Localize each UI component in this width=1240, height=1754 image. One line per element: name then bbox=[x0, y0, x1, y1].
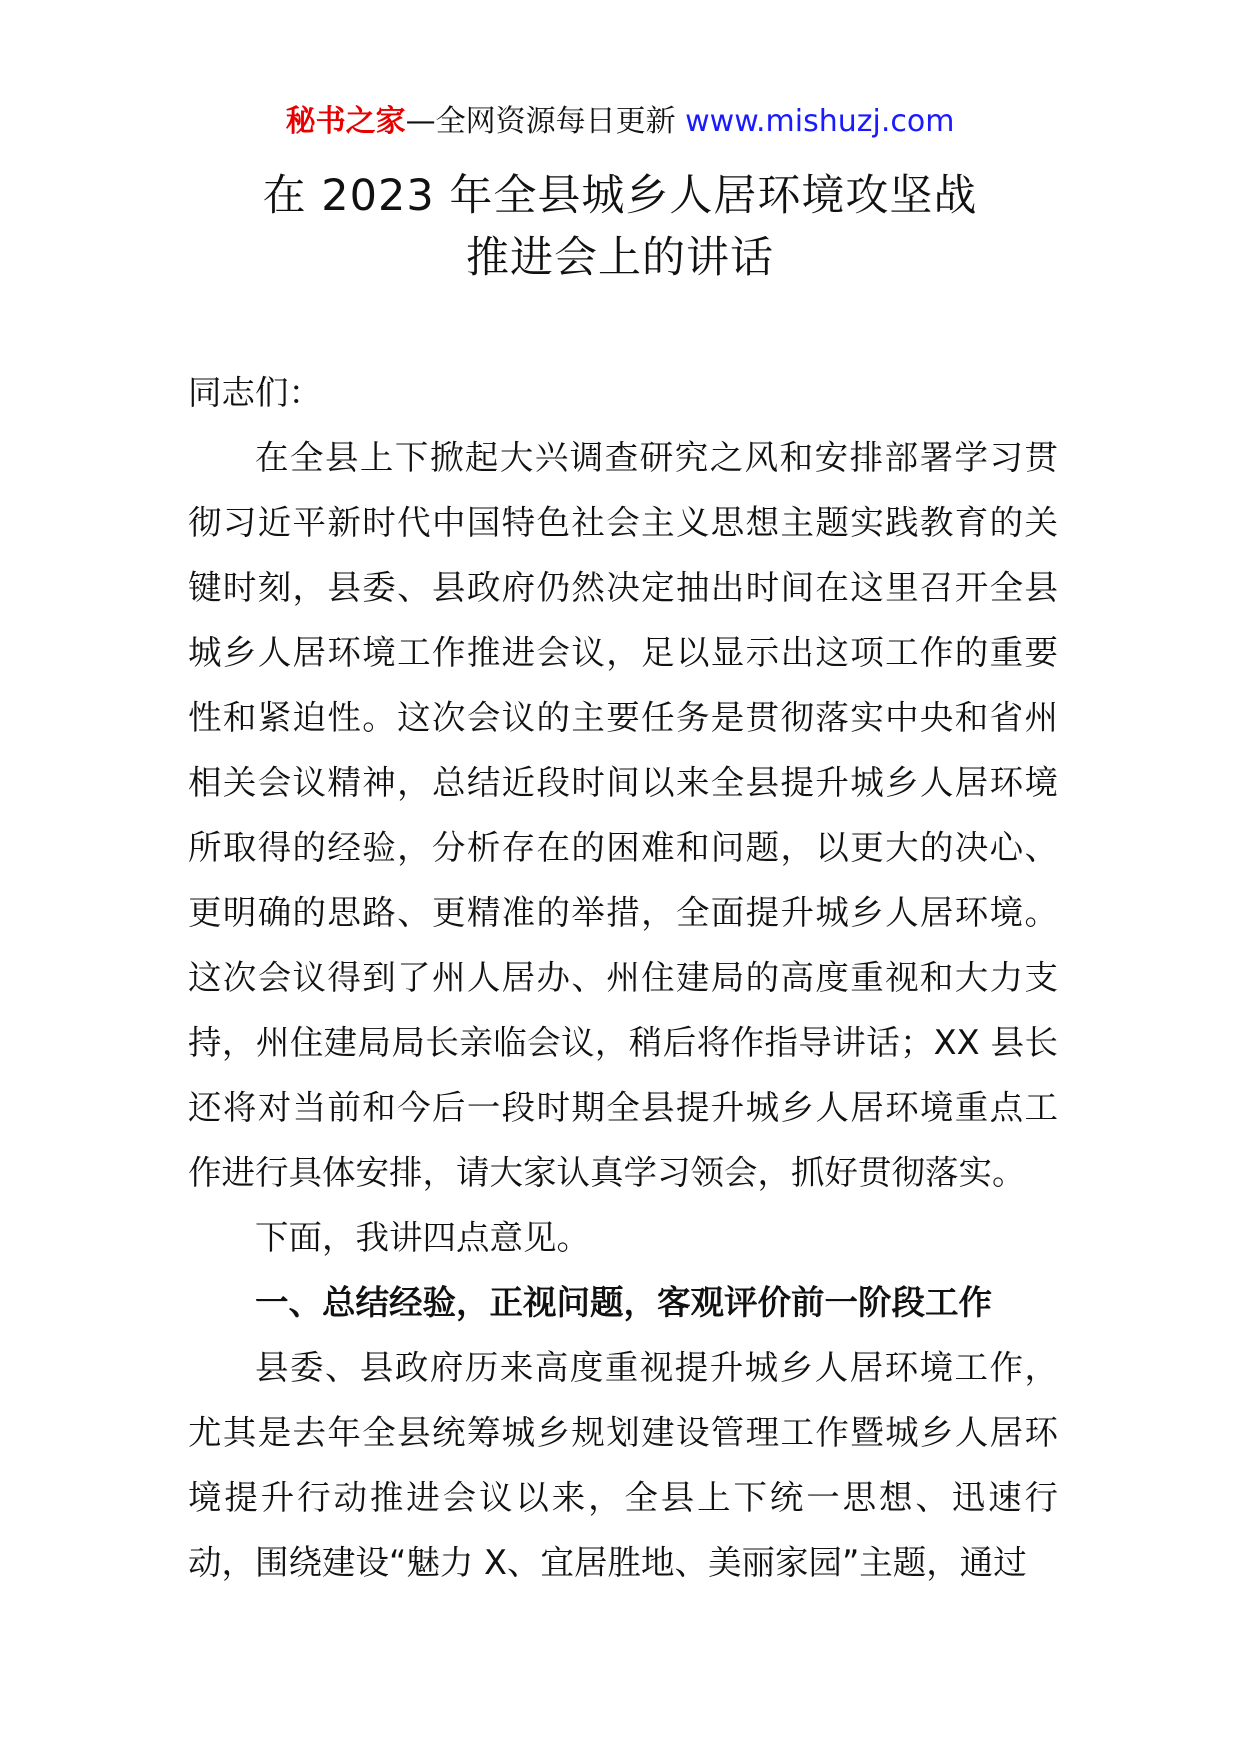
document-title-line1: 在 2023 年全县城乡人居环境攻坚战 bbox=[262, 171, 978, 221]
header-tagline: —全网资源每日更新 bbox=[405, 104, 676, 139]
section-heading: 一、总结经验，正视问题，客观评价前一阶段工作 bbox=[255, 1283, 992, 1322]
document-title-line2: 推进会上的讲话 bbox=[466, 233, 774, 283]
body-paragraph: 下面，我讲四点意见。 bbox=[255, 1218, 590, 1257]
site-url-link[interactable]: www.mishuzj.com bbox=[685, 104, 955, 139]
body-paragraph: 县委、县政府历来高度重视提升城乡人居环境工作，尤其是去年全县统筹城乡规划建设管理工作暨城乡人居环境提升行动推进会议以来，全县上下统一思想、迅速行动，围绕建设“魅力 X、宜居胜地、美丽家园”主题，通过 bbox=[188, 1348, 1058, 1582]
salutation: 同志们： bbox=[188, 373, 322, 412]
body-paragraph: 在全县上下掀起大兴调查研究之风和安排部署学习贯彻习近平新时代中国特色社会主义思想主题实践教育的关键时刻，县委、县政府仍然决定抽出时间在这里召开全县城乡人居环境工作推进会议，足以显示出这项工作的重要性和紧迫性。这次会议的主要任务是贯彻落实中央和省州相关会议精神，总结近段时间以来全县提升城乡人居环境所取得的经验，分析存在的困难和问题，以更大的决心、更明确的思路、更精准的举措，全面提升城乡人居环境。这次会议得到了州人居办、州住建局的高度重视和大力支持，州住建局局长亲临会议，稍后将作指导讲话；XX 县长还将对当前和今后一段时期全县提升城乡人居环境重点工作进行具体安排，请大家认真学习领会，抓好贯彻落实。 bbox=[188, 438, 1058, 1192]
site-header bbox=[0, 100, 1240, 144]
brand-name: 秘书之家 bbox=[285, 104, 406, 139]
document-body bbox=[188, 360, 1058, 1595]
